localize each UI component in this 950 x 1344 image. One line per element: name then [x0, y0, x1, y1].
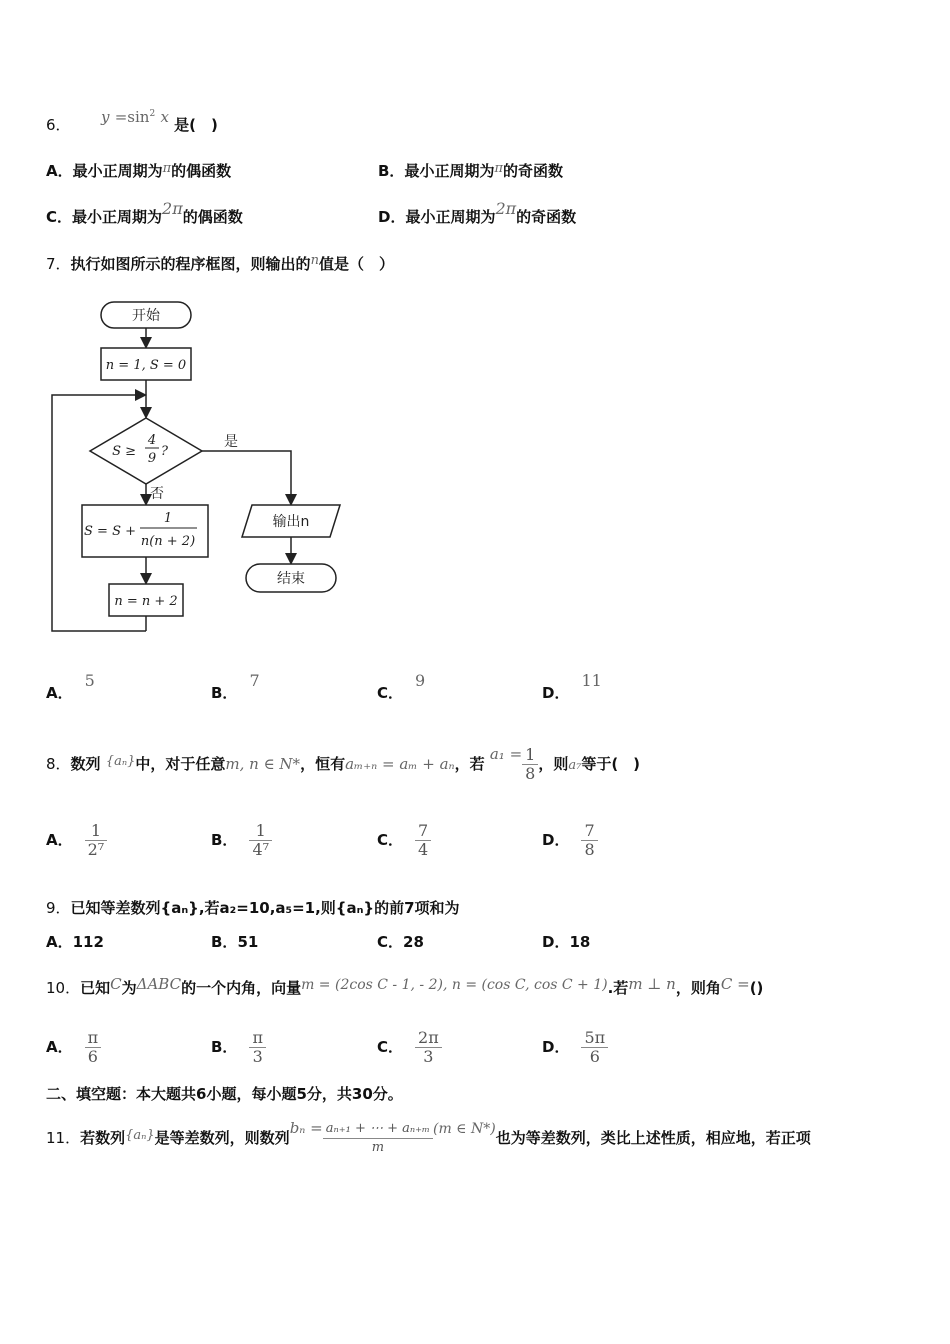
- question-11: [46, 1116, 811, 1162]
- option-text: 的奇函数: [503, 162, 564, 180]
- fraction-numerator: π: [85, 1029, 102, 1048]
- flow-update-num: 1: [163, 511, 173, 526]
- q8-cond: m, n ∈ N*: [225, 755, 301, 773]
- q9-option-a: [46, 932, 104, 952]
- q7-option-c: [377, 671, 426, 703]
- q8-option-c: [377, 818, 431, 862]
- q7-option-a: [46, 671, 95, 703]
- q10-c-eq: C =: [720, 975, 750, 993]
- fraction-denominator: 8: [525, 764, 536, 783]
- q8-text: 中，对于任意: [135, 755, 226, 773]
- q11-condition: (m ∈ N*): [432, 1121, 496, 1137]
- q9-option-d: [542, 932, 590, 952]
- q6-tail: 是( ): [174, 116, 218, 134]
- flow-end-label: 结束: [277, 571, 305, 587]
- option-letter: C．: [377, 684, 404, 702]
- option-letter: C．: [377, 831, 404, 849]
- fraction-denominator: 4: [418, 840, 429, 859]
- fraction-numerator: 2π: [415, 1029, 442, 1048]
- q6-expr-x: x: [160, 108, 169, 126]
- flow-no-label: 否: [150, 486, 164, 502]
- q10-option-c: [377, 1025, 442, 1069]
- q10-text: ，则角: [675, 979, 721, 997]
- option-letter: B．: [378, 162, 405, 180]
- option-letter: B．: [211, 1038, 238, 1056]
- option-value: 51: [237, 933, 259, 951]
- flow-yes-label: 是: [224, 434, 238, 450]
- q10-option-a: [46, 1025, 101, 1069]
- q8-option-a: [46, 818, 107, 862]
- option-period: 2π: [495, 199, 517, 218]
- fraction-denominator: 4⁷: [252, 840, 270, 859]
- section-heading: 二、填空题：本大题共6小题，每小题5分，共30分。: [46, 1085, 403, 1103]
- fraction-numerator: π: [249, 1029, 266, 1048]
- option-fraction: [249, 822, 272, 859]
- q6-option-d: [378, 199, 577, 227]
- option-letter: D．: [542, 933, 570, 951]
- flow-yes-line: [202, 451, 291, 503]
- q10-number: 10．: [46, 979, 81, 997]
- q6-option-c: [46, 199, 243, 227]
- q8-seq: {aₙ}: [105, 754, 136, 769]
- q8-text: ，则: [538, 755, 569, 773]
- option-fraction: [581, 1029, 608, 1066]
- fraction-denominator: 6: [589, 1047, 600, 1066]
- option-letter: A．: [46, 933, 73, 951]
- option-fraction: [415, 822, 431, 859]
- fraction-denominator: 3: [423, 1047, 434, 1066]
- fraction-numerator: 1: [85, 822, 108, 841]
- fraction-denominator: 6: [87, 1047, 98, 1066]
- q8-text: 数列: [70, 755, 101, 773]
- option-value: 7: [249, 671, 260, 690]
- flow-start-label: 开始: [132, 308, 160, 324]
- option-value: 112: [72, 933, 104, 951]
- option-value: 5: [84, 671, 95, 690]
- flow-update-den: n(n + 2): [140, 534, 196, 549]
- option-letter: D．: [542, 831, 570, 849]
- question-9: [46, 898, 460, 918]
- q6-option-a: [46, 161, 231, 183]
- q11-text: 是等差数列，则数列: [154, 1129, 290, 1147]
- option-fraction: [85, 822, 108, 859]
- q6-expr-eq: =sin: [114, 108, 150, 126]
- flow-decision-diamond: [90, 418, 202, 484]
- fraction-numerator: 1: [522, 746, 538, 765]
- option-value: 9: [415, 671, 426, 690]
- q10-triangle: ΔABC: [136, 975, 182, 993]
- option-letter: C．: [377, 1038, 404, 1056]
- option-text: 最小正周期为: [405, 208, 496, 226]
- q8-a1: a₁ =: [489, 745, 523, 763]
- q11-bn: bₙ =: [289, 1119, 323, 1137]
- option-letter: B．: [211, 684, 238, 702]
- q8-number: 8．: [46, 755, 71, 773]
- option-letter: A．: [46, 684, 73, 702]
- option-letter: D．: [542, 684, 570, 702]
- q6-expr-y: y: [101, 108, 110, 126]
- option-fraction: [249, 1029, 266, 1066]
- q11-seq: {aₙ}: [125, 1128, 155, 1143]
- option-value: 11: [581, 671, 602, 690]
- option-letter: D．: [378, 208, 406, 226]
- q9-option-c: [377, 932, 424, 952]
- question-8: [46, 742, 640, 788]
- q10-text: (): [749, 979, 764, 997]
- flow-cond-lhs: S ≥: [112, 444, 136, 459]
- option-text: 的偶函数: [182, 208, 243, 226]
- option-fraction: [85, 1029, 102, 1066]
- q10-option-b: [211, 1025, 266, 1069]
- q10-text: .若: [607, 979, 629, 997]
- q6-option-b: [378, 161, 563, 183]
- flow-output-label: 输出n: [272, 514, 310, 530]
- q7-var: n: [310, 253, 319, 268]
- q10-c: C: [110, 975, 122, 993]
- q9-text: 已知等差数列{aₙ},若a₂=10,a₅=1,则{aₙ}的前7项和为: [70, 899, 460, 917]
- option-letter: B．: [211, 933, 238, 951]
- q8-option-d: [542, 818, 598, 862]
- q8-relation: aₘ₊ₙ = aₘ + aₙ: [345, 755, 455, 773]
- q6-number: 6．: [46, 116, 71, 134]
- q9-number: 9．: [46, 899, 71, 917]
- q6-expr-exp: 2: [149, 109, 156, 119]
- option-period: π: [162, 161, 172, 176]
- q9-option-b: [211, 932, 258, 952]
- fraction-numerator: aₙ₊₁ + ⋯ + aₙ₊ₘ: [323, 1120, 433, 1139]
- flow-cond-q: ?: [161, 444, 168, 459]
- q7-option-b: [211, 671, 260, 703]
- q10-text: 为: [121, 979, 137, 997]
- option-period: π: [494, 161, 503, 176]
- option-text: 最小正周期为: [72, 162, 163, 180]
- q8-option-b: [211, 818, 272, 862]
- q8-text: 等于( ): [581, 755, 641, 773]
- q10-perp: m ⊥ n: [628, 975, 676, 993]
- option-period: 2π: [162, 199, 183, 218]
- option-letter: A．: [46, 162, 73, 180]
- q10-option-d: [542, 1025, 608, 1069]
- option-letter: C．: [46, 208, 73, 226]
- q7-text-post: 值是（ ）: [318, 255, 394, 273]
- fraction-denominator: 3: [252, 1047, 263, 1066]
- fraction-numerator: 1: [249, 822, 272, 841]
- q7-option-d: [542, 671, 602, 703]
- fraction-denominator: 2⁷: [87, 840, 105, 859]
- q11-text: 也为等差数列，类比上述性质，相应地，若正项: [495, 1129, 811, 1147]
- fraction-denominator: m: [371, 1140, 385, 1155]
- q11-text: 若数列: [80, 1129, 126, 1147]
- flow-increment-label: n = n + 2: [114, 594, 178, 609]
- q10-vectors: m = (2cos C - 1, - 2), n = (cos C, cos C + 1): [301, 977, 608, 993]
- q11-number: 11．: [46, 1129, 81, 1147]
- q8-a1-fraction: [522, 746, 538, 783]
- fraction-denominator: 8: [584, 840, 595, 859]
- question-7: [46, 254, 394, 276]
- option-letter: A．: [46, 831, 73, 849]
- option-fraction: [415, 1029, 442, 1066]
- question-6: [46, 108, 218, 138]
- q7-number: 7．: [46, 255, 71, 273]
- option-text: 最小正周期为: [404, 162, 495, 180]
- option-letter: A．: [46, 1038, 73, 1056]
- fraction-numerator: 7: [415, 822, 431, 841]
- q8-text: ，若: [454, 755, 485, 773]
- flow-update-lhs: S = S +: [84, 524, 136, 539]
- option-letter: D．: [542, 1038, 570, 1056]
- option-text: 最小正周期为: [72, 208, 163, 226]
- flow-init-label: n = 1, S = 0: [105, 358, 187, 373]
- option-text: 的偶函数: [171, 162, 232, 180]
- option-letter: C．: [377, 933, 404, 951]
- flow-cond-num: 4: [147, 433, 157, 448]
- option-fraction: [581, 822, 597, 859]
- fraction-numerator: 5π: [581, 1029, 608, 1048]
- q7-text: 执行如图所示的程序框图，则输出的: [70, 255, 311, 273]
- flow-cond-den: 9: [147, 451, 157, 466]
- q8-text: ，恒有: [300, 755, 346, 773]
- option-letter: B．: [211, 831, 238, 849]
- fraction-numerator: 7: [581, 822, 597, 841]
- q10-text: 的一个内角，向量: [181, 979, 302, 997]
- q10-text: 已知: [80, 979, 111, 997]
- question-10: [46, 975, 764, 999]
- q11-fraction: [323, 1120, 433, 1157]
- option-value: 18: [569, 933, 591, 951]
- flowchart: [40, 292, 360, 642]
- q8-a7: a₇: [568, 758, 582, 773]
- option-value: 28: [403, 933, 424, 951]
- option-text: 的奇函数: [516, 208, 577, 226]
